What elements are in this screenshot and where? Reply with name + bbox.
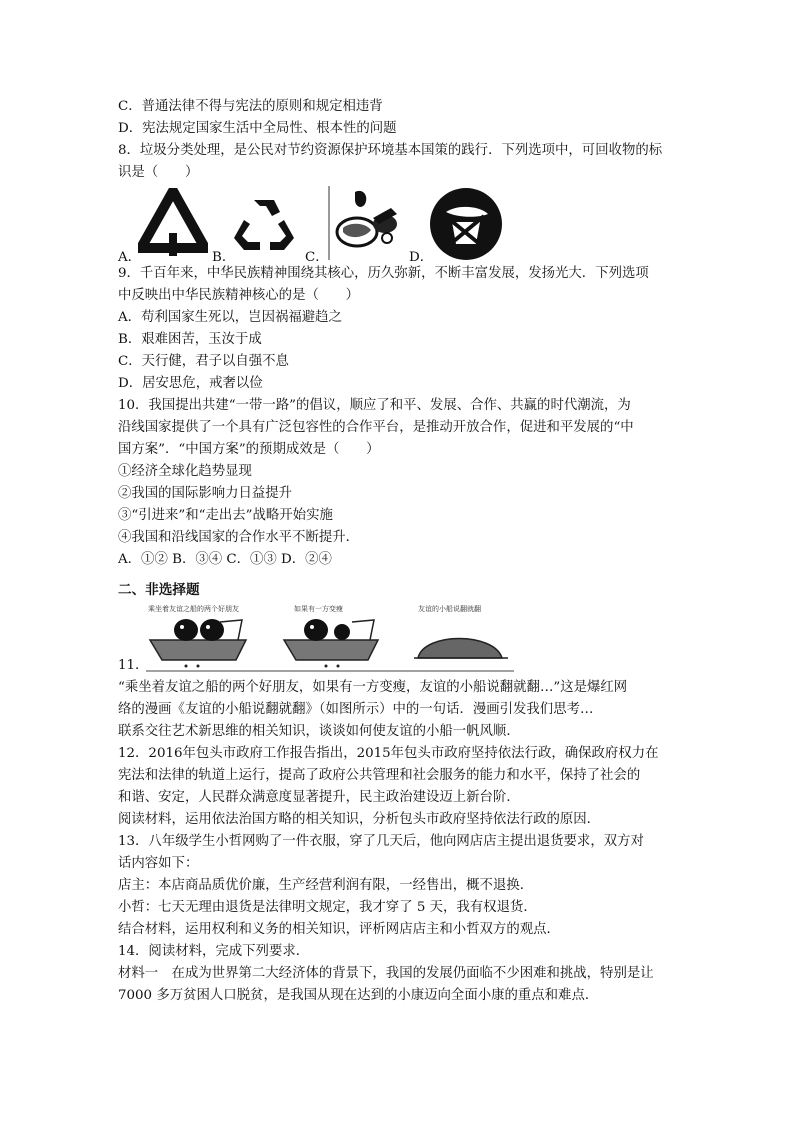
question-8-line1: 8．垃圾分类处理，是公民对节约资源保护环境基本国策的践行．下列选项中，可回收物的标 xyxy=(118,143,663,158)
question-10-line1: 10．我国提出共建“一带一路”的倡议，顺应了和平、发展、合作、共赢的时代潮流，为 xyxy=(118,398,631,413)
friendship-boat-cartoon xyxy=(146,602,514,672)
q10-item-1: ①经济全球化趋势显现 xyxy=(118,464,252,479)
q10-item-3: ③“引进来”和“走出去”战略开始实施 xyxy=(118,508,333,523)
option-c-q7: C．普通法律不得与宪法的原则和规定相违背 xyxy=(118,99,383,114)
q8-label-a: A． xyxy=(118,250,142,265)
q12-line3: 和谐、安定，人民群众满意度显著提升，民主政治建设迈上新台阶． xyxy=(118,790,520,805)
kitchen-waste-symbol-c xyxy=(325,186,405,264)
q14-line2: 材料一 在成为世界第二大经济体的背景下，我国的发展仍面临不少困难和挑战，特别是让 xyxy=(118,966,654,981)
non-recyclable-symbol-d xyxy=(428,186,504,266)
question-9-line2: 中反映出中华民族精神核心的是（ ） xyxy=(118,288,360,303)
q8-label-d: D． xyxy=(409,250,434,265)
q14-line3: 7000 多万贫困人口脱贫，是我国从现在达到的小康迈向全面小康的重点和难点． xyxy=(118,988,599,1003)
q8-label-b: B． xyxy=(212,250,236,265)
question-9-line1: 9．千百年来，中华民族精神围绕其核心，历久弥新，不断丰富发展，发扬光大．下列选项 xyxy=(118,266,649,281)
option-d-q9: D．居安思危，戒奢以俭 xyxy=(118,376,263,391)
question-10-line2: 沿线国家提供了一个具有广泛包容性的合作平台，是推动开放合作，促进和平发展的“中 xyxy=(118,420,634,435)
recycle-symbol-b xyxy=(232,196,296,258)
option-a-q9: A．苟利国家生死以，岂因祸福避趋之 xyxy=(118,310,342,325)
q10-item-2: ②我国的国际影响力日益提升 xyxy=(118,486,293,501)
section-title: 二、非选择题 xyxy=(118,582,200,598)
q10-options: A．①② B．③④ C．①③ D．②④ xyxy=(118,552,332,567)
question-10-line3: 国方案”．“中国方案”的预期成效是（ ） xyxy=(118,442,380,457)
q12-line4: 阅读材料，运用依法治国方略的相关知识，分析包头市政府坚持依法行政的原因． xyxy=(118,812,601,827)
q13-line5: 结合材料，运用权利和义务的相关知识，评析网店店主和小哲双方的观点． xyxy=(118,922,560,937)
recycle-symbol-a xyxy=(138,188,208,262)
q13-line3: 店主：本店商品质优价廉，生产经营利润有限，一经售出，概不退换． xyxy=(118,878,534,893)
q10-item-4: ④我国和沿线国家的合作水平不断提升． xyxy=(118,530,360,545)
q14-line1: 14．阅读材料，完成下列要求． xyxy=(118,944,310,959)
cartoon-caption-2: 如果有一方变瘦 xyxy=(294,605,343,613)
q11-line1: “乘坐着友谊之船的两个好朋友，如果有一方变瘦，友谊的小船说翻就翻…”这是爆红网 xyxy=(118,680,628,695)
cartoon-caption-3: 友谊的小船说翻就翻 xyxy=(418,605,481,613)
option-b-q9: B．艰难困苦，玉汝于成 xyxy=(118,332,262,347)
option-c-q9: C．天行健，君子以自强不息 xyxy=(118,354,289,369)
question-11-number: 11． xyxy=(118,658,149,673)
q11-line2: 络的漫画《友谊的小船说翻就翻》（如图所示）中的一句话．漫画引发我们思考… xyxy=(118,702,594,717)
q11-line3: 联系交往艺术新思维的相关知识，谈谈如何使友谊的小船一帆风顺． xyxy=(118,724,520,739)
q13-line2: 话内容如下： xyxy=(118,856,199,871)
q12-line1: 12．2016年包头市政府工作报告指出，2015年包头市政府坚持依法行政，确保政府权力在 xyxy=(118,746,659,761)
q8-label-c: C． xyxy=(305,250,329,265)
q12-line2: 宪法和法律的轨道上运行，提高了政府公共管理和社会服务的能力和水平，保持了社会的 xyxy=(118,768,641,783)
option-d-q7: D．宪法规定国家生活中全局性、根本性的问题 xyxy=(118,121,397,136)
q13-line4: 小哲：七天无理由退货是法律明文规定，我才穿了 5 天，我有权退货． xyxy=(118,900,537,915)
q13-line1: 13．八年级学生小哲网购了一件衣服，穿了几天后，他向网店店主提出退货要求，双方对 xyxy=(118,834,644,849)
cartoon-caption-1: 乘坐着友谊之船的两个好朋友 xyxy=(148,605,239,613)
question-8-line2: 识是（ ） xyxy=(118,165,199,180)
